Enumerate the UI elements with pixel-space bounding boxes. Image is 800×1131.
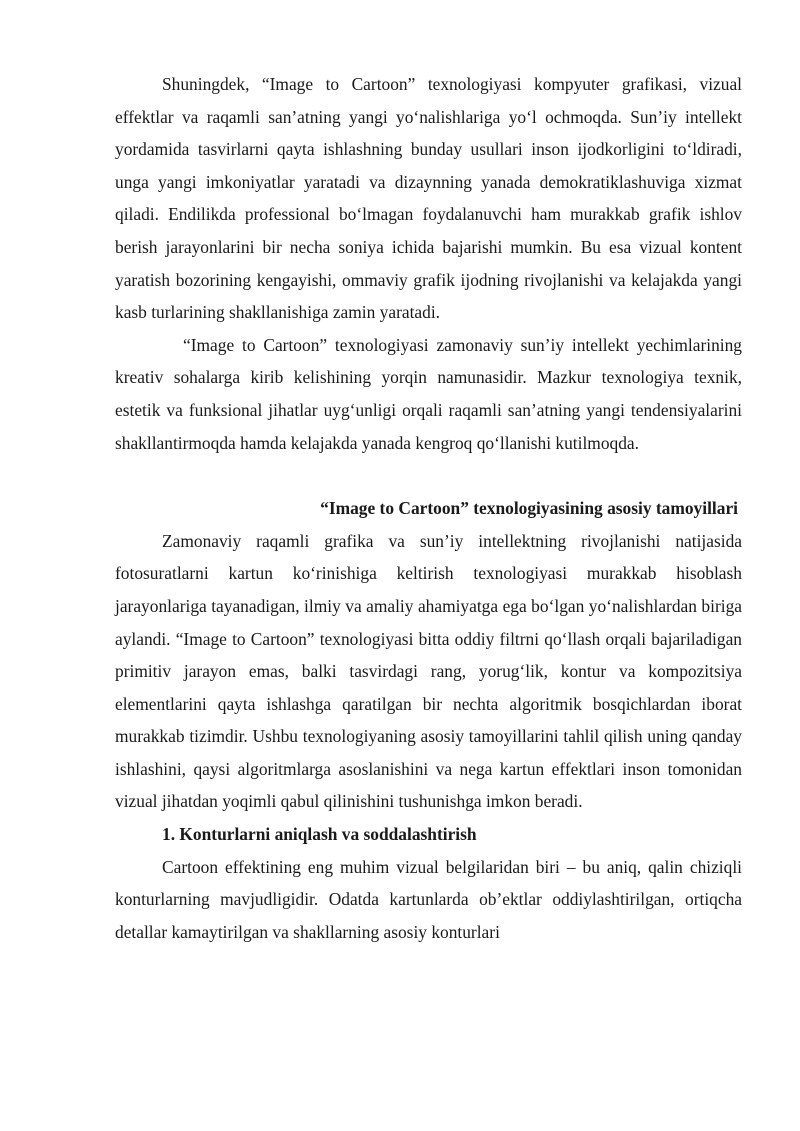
paragraph: Zamonaviy raqamli grafika va sun’iy intellektning rivojlanishi natijasida fotosuratlarni kartun ko‘rinishiga keltirish texnologiyasi murakkab hisoblash jarayonlariga tayanadigan, ilmiy va amaliy ahamiyatga ega bo‘lgan yo‘nalishlardan biriga aylandi. “Image to Cartoon” texnologiyasi bitta oddiy filtrni qo‘llash orqali bajariladigan primitiv jarayon emas, balki tasvirdagi rang, yorug‘lik, kontur va kompozitsiya elementlarini qayta ishlashga qaratilgan bir nechta algoritmik bosqichlardan iborat murakkab tizimdir. Ushbu texnologiyaning asosiy tamoyillarini tahlil qilish uning qanday ishlashini, qaysi algoritmlarga asoslanishini va nega kartun effektlari inson tomonidan vizual jihatdan yoqimli qabul qilinishini tushunishga imkon beradi. — [115, 530, 742, 812]
subheading: 1. Konturlarni aniqlash va soddalashtirish — [162, 824, 477, 845]
document-page — [115, 68, 742, 948]
blank-line — [115, 459, 742, 492]
section-heading: “Image to Cartoon” texnologiyasining asosiy tamoyillari — [320, 498, 738, 519]
paragraph: “Image to Cartoon” texnologiyasi zamonaviy sun’iy intellekt yechimlarining kreativ sohalarga kirib kelishining yorqin namunasidir. Mazkur texnologiya texnik, estetik va funksional jihatlar uyg‘unligi orqali raqamli san’atning yangi tendensiyalarini shakllantirmoqda hamda kelajakda yanada kengroq qo‘llanishi kutilmoqda. — [115, 334, 742, 453]
paragraph: Shuningdek, “Image to Cartoon” texnologiyasi kompyuter grafikasi, vizual effektlar va raqamli san’atning yangi yo‘nalishlariga yo‘l ochmoqda. Sun’iy intellekt yordamida tasvirlarni qayta ishlashning bunday usullari inson ijodkorligini to‘ldiradi, unga yangi imkoniyatlar yaratadi va dizaynning yanada demokratiklashuviga xizmat qiladi. Endilikda professional bo‘lmagan foydalanuvchi ham murakkab grafik ishlov berish jarayonlarini bir necha soniya ichida bajarishi mumkin. Bu esa vizual kontent yaratish bozorining kengayishi, ommaviy grafik ijodning rivojlanishi va kelajakda yangi kasb turlarining shakllanishiga zamin yaratadi. — [115, 74, 742, 323]
paragraph: Cartoon effektining eng muhim vizual belgilaridan biri – bu aniq, qalin chiziqli konturlarning mavjudligidir. Odatda kartunlarda ob’ektlar oddiylashtirilgan, ortiqcha detallar kamaytirilgan va shakllarning asosiy konturlari — [115, 856, 742, 942]
